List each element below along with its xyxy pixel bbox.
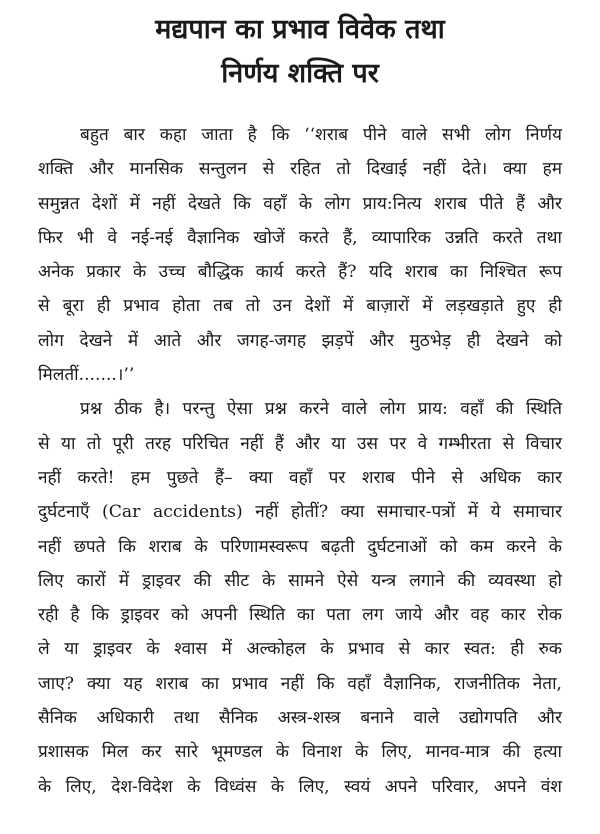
text-line: ले या ड्राइवर के श्वास में अल्कोहल के प्रभाव से कार स्वत: ही रुक — [38, 639, 562, 660]
text-line: के लिए, देश-विदेश के विध्वंस के लिए, स्वयं अपने परिवार, अपने वंश — [38, 776, 562, 797]
text-line: शक्ति और मानसिक सन्तुलन से रहित तो दिखाई नहीं देते। क्या हम — [38, 159, 562, 180]
title-line-1: मद्यपान का प्रभाव विवेक तथा — [155, 14, 445, 45]
page-title — [38, 8, 562, 96]
paragraph-2 — [38, 392, 562, 804]
text-line: प्रशासक मिल कर सारे भूमण्डल के विनाश के लिए, मानव-मात्र की हत्या — [38, 742, 562, 763]
text-line: समुन्नत देशों में नहीं देखते कि वहाँ के लोग प्राय:नित्य शराब पीते हैं और — [38, 193, 562, 214]
title-line-2: निर्णय शक्ति पर — [221, 58, 379, 89]
text-line: नहीं छपते कि शराब के परिणामस्वरूप बढ़ती दुर्घटनाओं को कम करने के — [38, 536, 562, 557]
text-line: लोग देखने में आते और जगह-जगह झड़पें और मुठभेड़ ही देखने को — [38, 330, 562, 351]
text-line: जाए? क्या यह शराब का प्रभाव नहीं कि वहाँ वैज्ञानिक, राजनीतिक नेता, — [38, 673, 562, 694]
paragraph-1 — [38, 118, 562, 392]
text-line: फिर भी वे नई-नई वैज्ञानिक खोजें करते हैं, व्यापारिक उन्नति करते तथा — [38, 227, 562, 248]
text-line: लिए कारों में ड्राइवर की सीट के सामने ऐसे यन्त्र लगाने की व्यवस्था हो — [38, 570, 562, 591]
text-line: सैनिक अधिकारी तथा सैनिक अस्त्र-शस्त्र बनाने वाले उद्योगपति और — [38, 708, 562, 729]
text-line: बहुत बार कहा जाता है कि ‘‘शराब पीने वाले सभी लोग निर्णय — [80, 125, 562, 145]
text-line: नहीं करते! हम पुछते हैं– क्या वहाँ पर शराब पीने से अधिक कार — [38, 467, 562, 488]
text-line: अनेक प्रकार के उच्च बौद्धिक कार्य करते हैं? यदि शराब का निश्चित रूप — [38, 262, 562, 283]
text-line: प्रश्न ठीक है। परन्तु ऐसा प्रश्न करने वाले लोग प्राय: वहाँ की स्थिति — [80, 399, 562, 420]
text-line: रही है कि ड्राइवर को अपनी स्थिति का पता लग जाये और वह कार रोक — [38, 605, 562, 626]
text-line: से बूरा ही प्रभाव होता तब तो उन देशों में बाज़ारों में लड़खड़ाते हुए ही — [38, 296, 562, 317]
text-line: से या तो पूरी तरह परिचित नहीं हैं और या उस पर वे गम्भीरता से विचार — [38, 433, 562, 454]
text-line: मिलतीं.......।’’ — [38, 365, 135, 386]
text-line: दुर्घटनाएँ (Car accidents) नहीं होतीं? क्या समाचार-पत्रों में ये समाचार — [38, 502, 562, 523]
